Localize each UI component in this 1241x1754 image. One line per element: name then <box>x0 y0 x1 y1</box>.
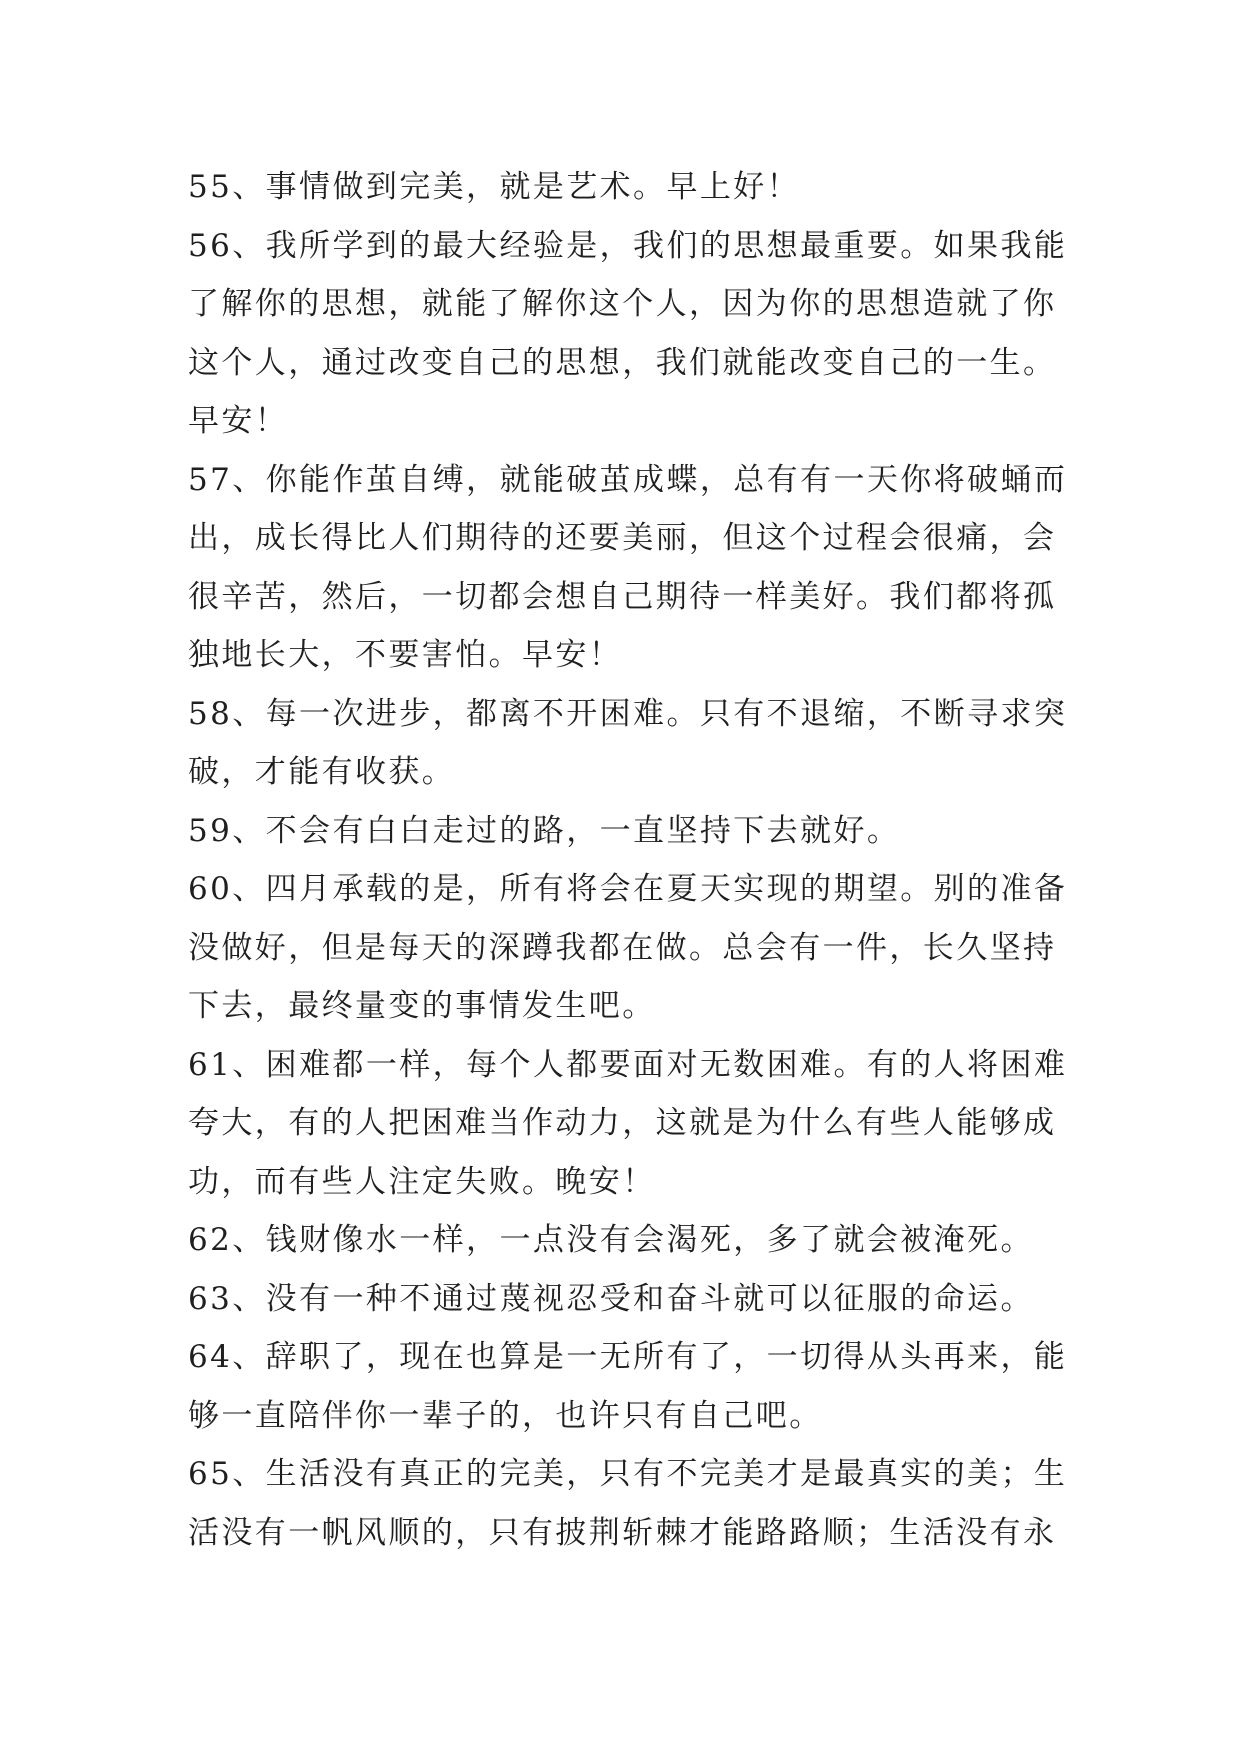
text-line: 62、钱财像水一样，一点没有会渴死，多了就会被淹死。 <box>188 1222 1034 1258</box>
text-line: 61、困难都一样，每个人都要面对无数困难。有的人将困难 <box>188 1046 1068 1083</box>
document-body <box>188 158 1068 1562</box>
text-line: 56、我所学到的最大经验是，我们的思想最重要。如果我能 <box>188 227 1068 264</box>
text-line: 65、生活没有真正的完美，只有不完美才是最真实的美；生 <box>188 1456 1068 1492</box>
text-line: 55、事情做到完美，就是艺术。早上好！ <box>188 169 801 205</box>
text-line: 破，才能有收获。 <box>188 754 456 790</box>
text-line: 59、不会有白白走过的路，一直坚持下去就好。 <box>188 812 901 849</box>
text-line: 63、没有一种不通过蔑视忍受和奋斗就可以征服的命运。 <box>188 1280 1034 1317</box>
text-line: 下去，最终量变的事情发生吧。 <box>188 988 656 1024</box>
text-line: 这个人，通过改变自己的思想，我们就能改变自己的一生。 <box>188 344 1057 381</box>
text-line: 57、你能作茧自缚，就能破茧成蝶，总有有一天你将破蛹而 <box>188 461 1068 498</box>
text-line: 很辛苦，然后，一切都会想自己期待一样美好。我们都将孤 <box>188 578 1057 615</box>
text-line: 夸大，有的人把困难当作动力，这就是为什么有些人能够成 <box>188 1105 1057 1141</box>
text-line: 出，成长得比人们期待的还要美丽，但这个过程会很痛，会 <box>188 520 1057 556</box>
text-line: 够一直陪伴你一辈子的，也许只有自己吧。 <box>188 1397 823 1434</box>
text-line: 58、每一次进步，都离不开困难。只有不退缩，不断寻求突 <box>188 695 1068 732</box>
text-line: 64、辞职了，现在也算是一无所有了，一切得从头再来，能 <box>188 1339 1068 1375</box>
text-line: 了解你的思想，就能了解你这个人，因为你的思想造就了你 <box>188 286 1057 322</box>
text-line: 没做好，但是每天的深蹲我都在做。总会有一件，长久坚持 <box>188 929 1057 966</box>
text-line: 早安！ <box>188 403 289 439</box>
text-line: 活没有一帆风顺的，只有披荆斩棘才能路路顺；生活没有永 <box>188 1514 1057 1551</box>
text-line: 60、四月承载的是，所有将会在夏天实现的期望。别的准备 <box>188 871 1068 907</box>
text-line: 功，而有些人注定失败。晚安！ <box>188 1163 656 1200</box>
text-line: 独地长大，不要害怕。早安！ <box>188 637 623 673</box>
